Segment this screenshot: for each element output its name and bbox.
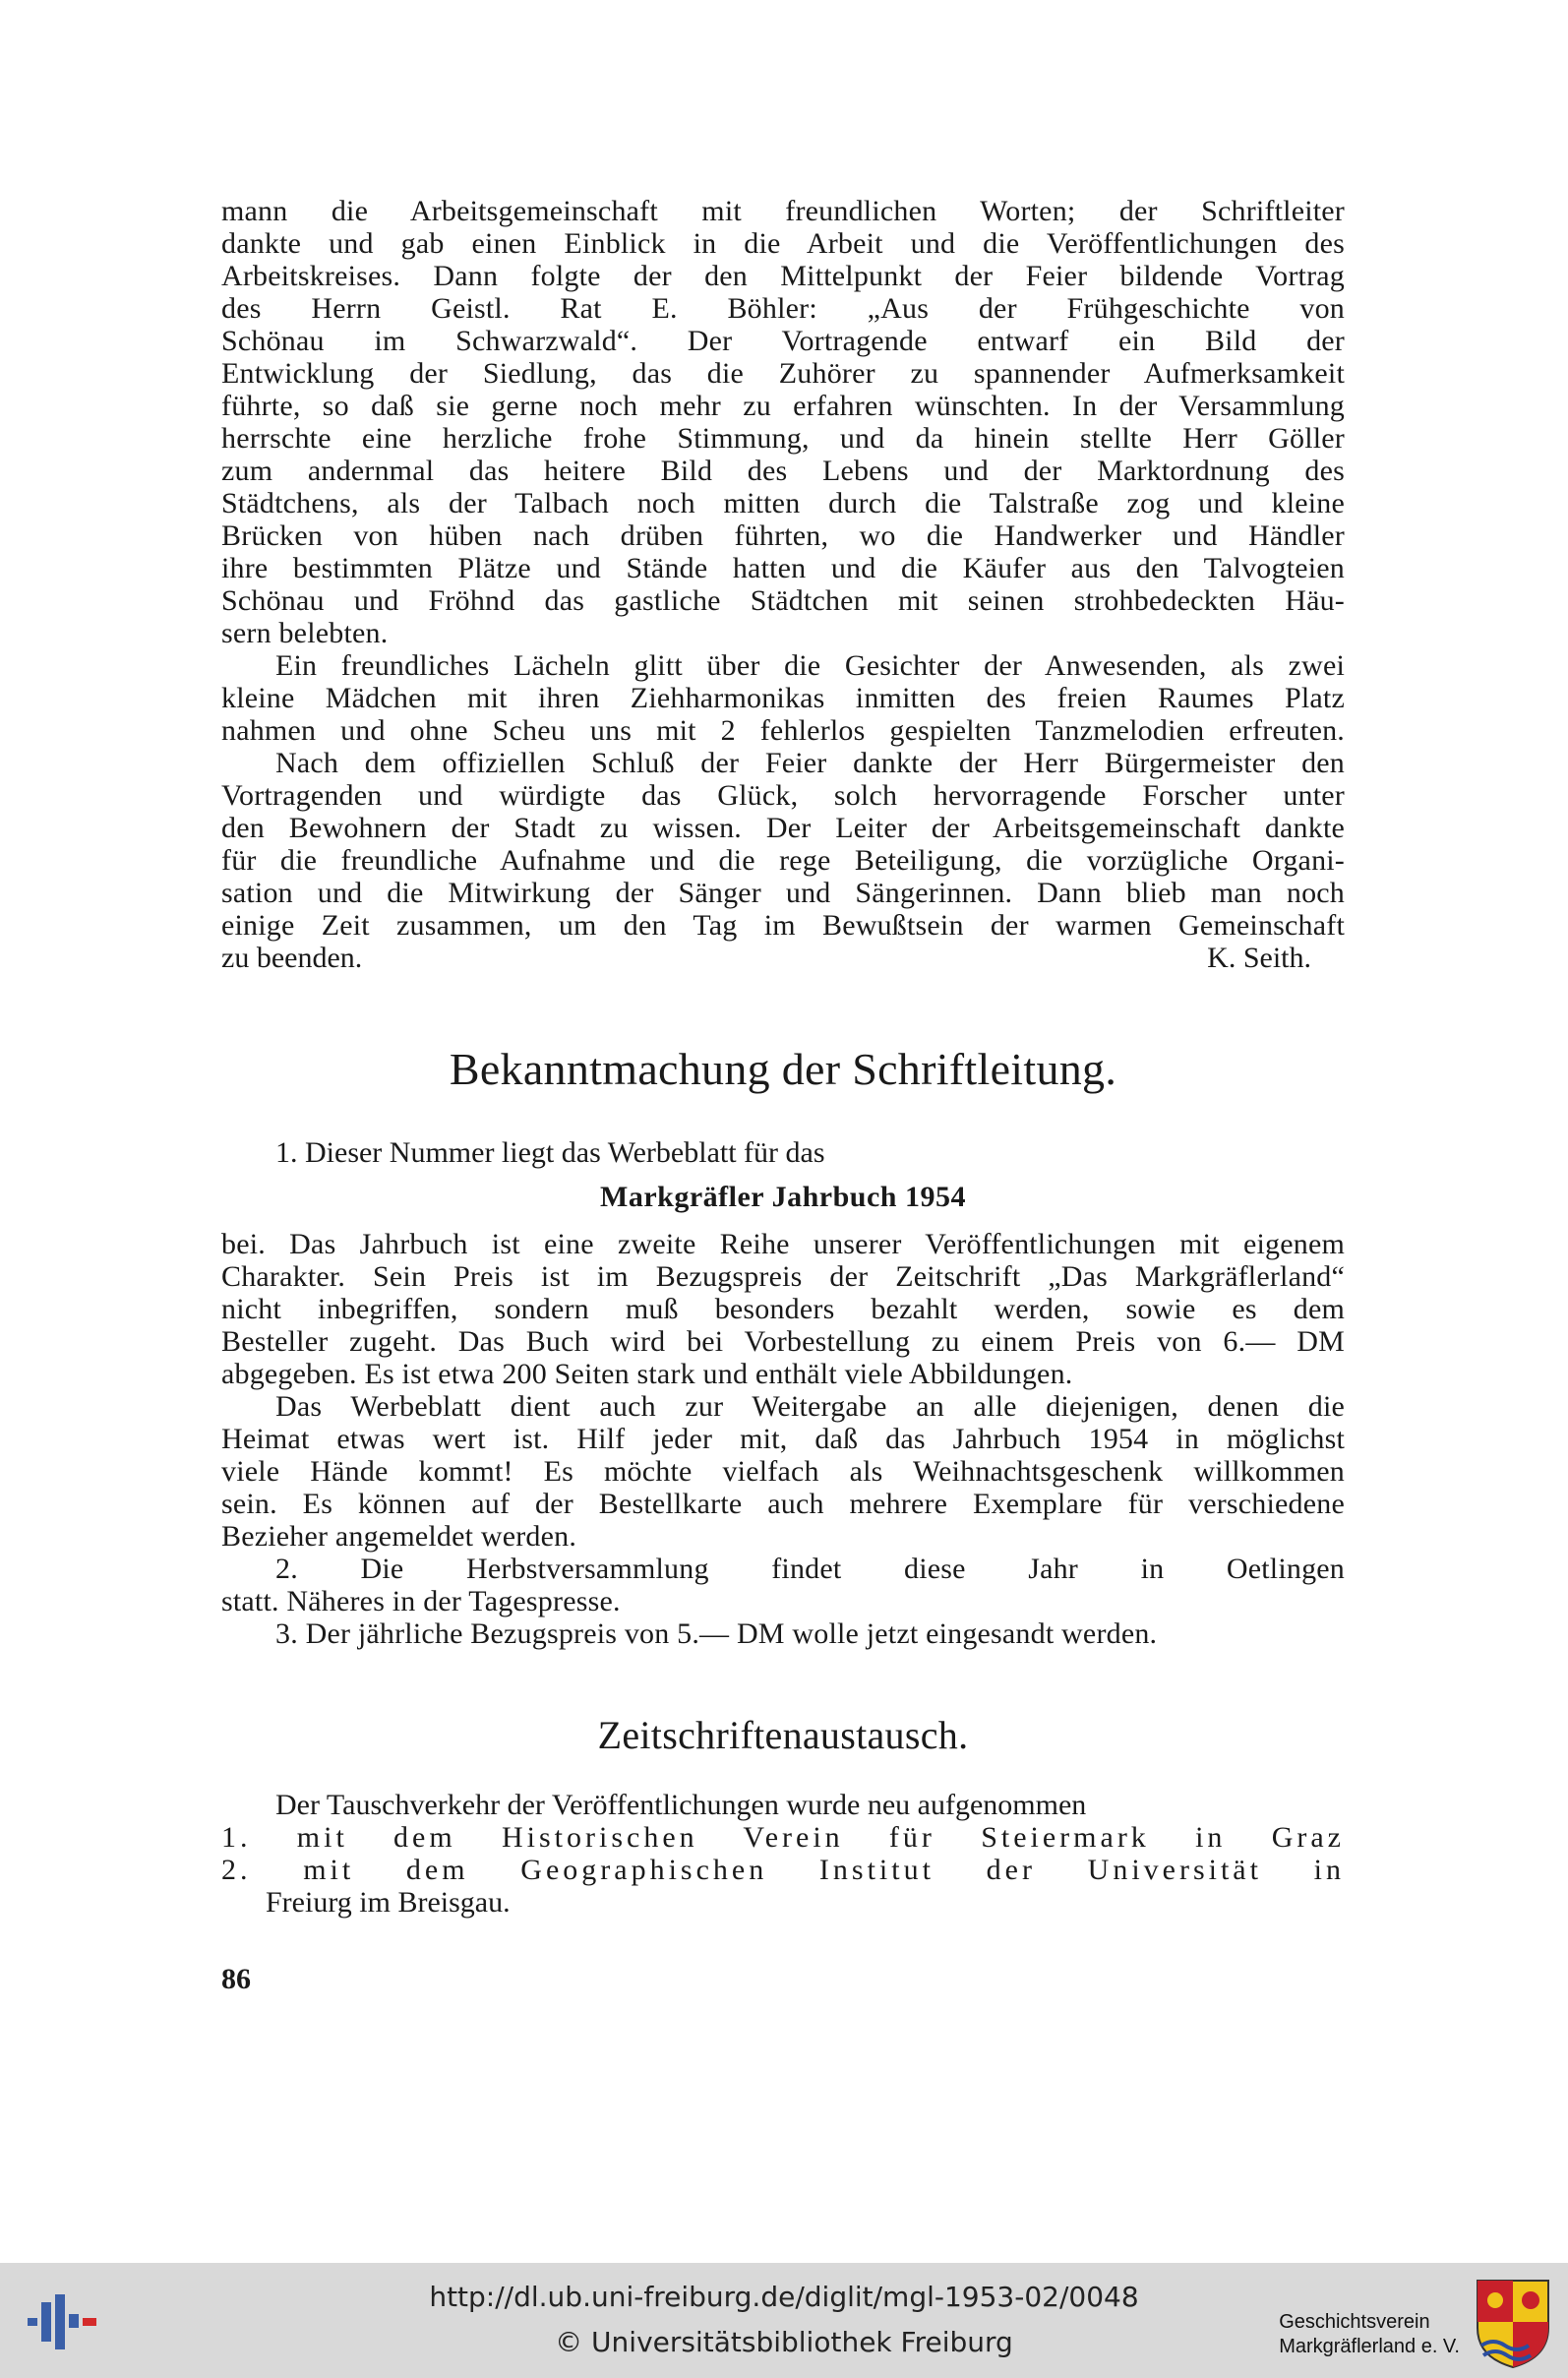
text-line: sern belebten. <box>221 617 389 649</box>
text-line: Brücken von hüben nach drüben führten, wo die Handwerker und Händler <box>221 519 1345 552</box>
exchange-intro: Der Tauschverkehr der Veröffentlichungen wurde neu aufgenommen <box>275 1789 1087 1821</box>
text-line: mann die Arbeitsgemeinschaft mit freundlichen Worten; der Schriftleiter <box>221 195 1345 227</box>
text-line: den Bewohnern der Stadt zu wissen. Der Leiter der Arbeitsgemeinschaft dankte <box>221 812 1345 844</box>
text-line: sein. Es können auf der Bestellkarte auch mehrere Exemplare für verschiedene <box>221 1488 1345 1520</box>
text-line: dankte und gab einen Einblick in die Arbeit und die Veröffentlichungen des <box>221 227 1345 260</box>
closing-row <box>221 942 1345 974</box>
text-line: Vortragenden und würdigte das Glück, solch hervorragende Forscher unter <box>221 779 1345 812</box>
society-name-line2: Markgräflerland e. V. <box>1279 2336 1460 2357</box>
item1-intro: 1. Dieser Nummer liegt das Werbeblatt für das <box>275 1136 825 1169</box>
book-title: Markgräfler Jahrbuch 1954 <box>600 1181 966 1213</box>
text-line: nicht inbegriffen, sondern muß besonders bezahlt werden, sowie es dem <box>221 1293 1345 1325</box>
text-line: viele Hände kommt! Es möchte vielfach als Weihnachtsgeschenk willkommen <box>221 1455 1345 1488</box>
text-line: zum andernmal das heitere Bild des Lebens und der Marktordnung des <box>221 455 1345 487</box>
text-line: 3. Der jährliche Bezugspreis von 5.— DM wolle jetzt eingesandt werden. <box>275 1617 1158 1650</box>
section3-body <box>221 1789 1345 1919</box>
exchange-item: 1. mit dem Historischen Verein für Steiermark in Graz <box>221 1821 1345 1854</box>
text-line: kleine Mädchen mit ihren Ziehharmonikas inmitten des freien Raumes Platz <box>221 682 1345 714</box>
text-line: für die freundliche Aufnahme und die rege Beteiligung, die vorzügliche Organi- <box>221 844 1345 877</box>
text-line: Schönau und Fröhnd das gastliche Städtchen mit seinen strohbedeckten Häu- <box>221 584 1345 617</box>
text-line: Arbeitskreises. Dann folgte der den Mittelpunkt der Feier bildende Vortrag <box>221 260 1345 292</box>
text-line: bei. Das Jahrbuch ist eine zweite Reihe unserer Veröffentlichungen mit eigenem <box>221 1228 1345 1260</box>
item1-intro-wrap <box>221 1136 1345 1169</box>
text-line: Charakter. Sein Preis ist im Bezugspreis der Zeitschrift „Das Markgräflerland“ <box>221 1260 1345 1293</box>
section-heading-schriftleitung: Bekanntmachung der Schriftleitung. <box>449 1044 1117 1094</box>
text-line: sation und die Mitwirkung der Sänger und Sängerinnen. Dann blieb man noch <box>221 877 1345 909</box>
page-number: 86 <box>221 1963 251 1995</box>
text-line: Besteller zugeht. Das Buch wird bei Vorbestellung zu einem Preis von 6.— DM <box>221 1325 1345 1358</box>
text-line: abgegeben. Es ist etwa 200 Seiten stark und enthält viele Abbildungen. <box>221 1358 1073 1390</box>
text-line: Nach dem offiziellen Schluß der Feier dankte der Herr Bürgermeister den <box>275 747 1345 779</box>
society-name <box>1279 2310 1460 2359</box>
section2-body <box>221 1228 1345 1650</box>
text-line: Das Werbeblatt dient auch zur Weitergabe an alle diejenigen, denen die <box>275 1390 1345 1423</box>
section-heading-zeitschriftenaustausch: Zeitschriftenaustausch. <box>597 1713 969 1757</box>
text-line: Entwicklung der Siedlung, das die Zuhörer zu spannender Aufmerksamkeit <box>221 357 1345 390</box>
society-name-line1: Geschichtsverein <box>1279 2311 1430 2333</box>
text-line: nahmen und ohne Scheu uns mit 2 fehlerlos gespielten Tanzmelodien erfreuten. <box>221 714 1345 747</box>
text-line: führte, so daß sie gerne noch mehr zu erfahren wünschten. In der Versammlung <box>221 390 1345 422</box>
text-line: Heimat etwas wert ist. Hilf jeder mit, daß das Jahrbuch 1954 in möglichst <box>221 1423 1345 1455</box>
article-continuation <box>221 195 1345 974</box>
text-line: des Herrn Geistl. Rat E. Böhler: „Aus der Frühgeschichte von <box>221 292 1345 325</box>
closing-text: zu beenden. <box>221 942 363 974</box>
copyright-notice: © Universitätsbibliothek Freiburg <box>555 2326 1013 2358</box>
text-line: einige Zeit zusammen, um den Tag im Bewußtsein der warmen Gemeinschaft <box>221 909 1345 942</box>
coat-of-arms-crest-icon <box>1474 2277 1552 2369</box>
text-line: 2. Die Herbstversammlung findet diese Jahr in Oetlingen <box>275 1553 1345 1585</box>
permalink-url[interactable]: http://dl.ub.uni-freiburg.de/diglit/mgl-1953-02/0048 <box>429 2281 1139 2313</box>
text-line: statt. Näheres in der Tagespresse. <box>221 1585 621 1617</box>
text-line: herrschte eine herzliche frohe Stimmung, und da hinein stellte Herr Göller <box>221 422 1345 455</box>
text-line: Ein freundliches Lächeln glitt über die Gesichter der Anwesenden, als zwei <box>275 649 1345 682</box>
text-line: Städtchens, als der Talbach noch mitten durch die Talstraße zog und kleine <box>221 487 1345 519</box>
exchange-item-continuation: Freiurg im Breisgau. <box>266 1886 511 1919</box>
exchange-item: 2. mit dem Geographischen Institut der Universität in <box>221 1854 1345 1886</box>
text-line: Bezieher angemeldet werden. <box>221 1520 577 1553</box>
text-line: ihre bestimmten Plätze und Stände hatten und die Käufer aus den Talvogteien <box>221 552 1345 584</box>
author-signature: K. Seith. <box>1207 942 1311 974</box>
footer-bar <box>0 2263 1568 2378</box>
text-line: Schönau im Schwarzwald“. Der Vortragende entwarf ein Bild der <box>221 325 1345 357</box>
